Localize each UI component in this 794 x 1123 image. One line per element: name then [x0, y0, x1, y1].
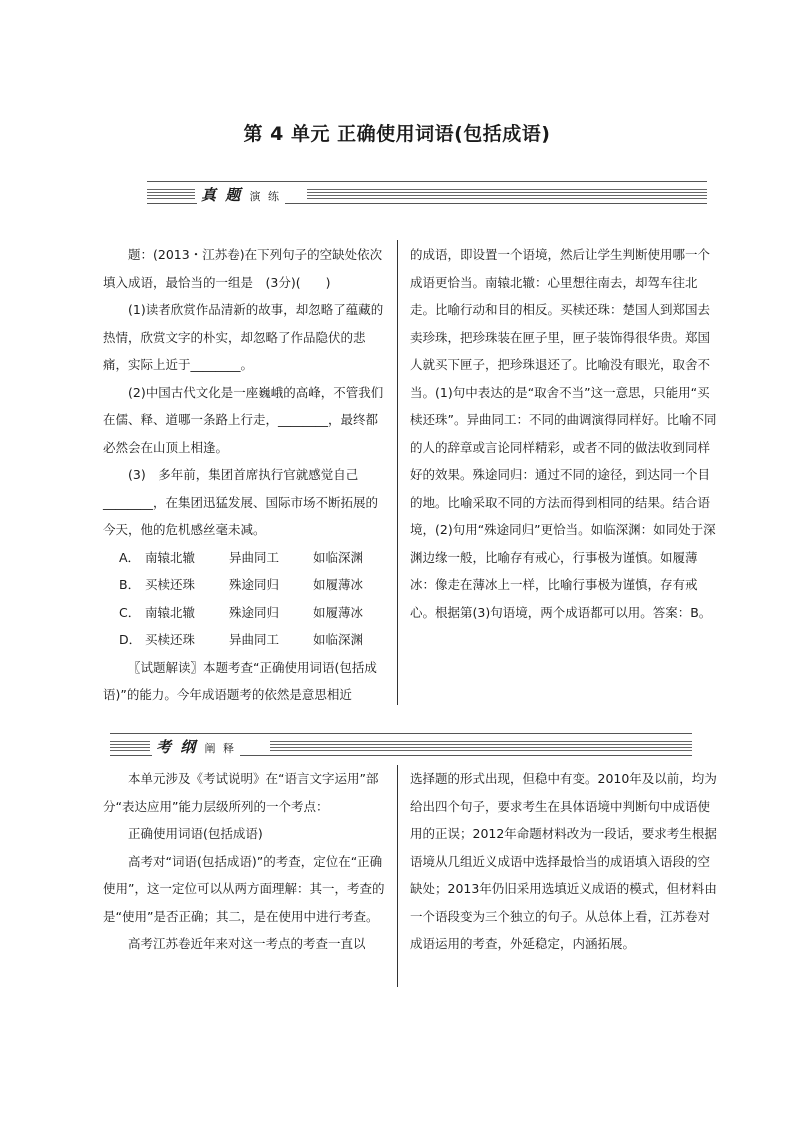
column-divider-1 — [397, 240, 398, 705]
question-sentence-1: (1)读者欣赏作品清新的故事，却忽略了蕴藏的热情，欣赏文字的朴实，却忽略了作品隐伏的悲痛，实际上近于________。 — [103, 302, 384, 372]
section-label-practice: 真 题 演 练 — [197, 184, 285, 205]
option-b: B． 买椟还珠 殊途同归 如履薄冰 — [119, 577, 364, 592]
question-sentence-3: (3) 多年前，集团首席执行官就感觉自己________，在集团迅猛发展、国际市场不断拓展的今天，他的危机感丝毫未减。 — [103, 467, 379, 537]
option-c: C． 南辕北辙 殊途同归 如履薄冰 — [119, 604, 364, 620]
question-stem: 题：(2013・江苏卷)在下列句子的空缺处依次填入成语，最恰当的一组是 (3分)( ) — [103, 247, 383, 290]
syllabus-history-continued: 选择题的形式出现，但稳中有变。2010年及以前，均为给出四个句子，要求考生在具体语境中判断句中成语使用的正误；2012年命题材料改为一段话，要求考生根据语境从几组近义成语中选择最恰当的成语填入语段的空缺处；2013年仍旧采用选填近义成语的模式，但材料由一个语段变为三个独立的句子。从总体上看，江苏卷对成语运用的考查，外延稳定，内涵拓展。 — [410, 771, 717, 951]
question-column — [103, 241, 385, 709]
syllabus-history-start: 高考江苏卷近年来对这一考点的考查一直以 — [128, 936, 366, 951]
syllabus-explanation: 高考对“词语(包括成语)”的考查，定位在“正确使用”，这一定位可以从两方面理解：其一，考查的是“使用”是否正确；其二，是在使用中进行考查。 — [103, 853, 385, 924]
option-d: D． 买椟还珠 异曲同工 如临深渊 — [119, 632, 364, 647]
syllabus-left-column — [103, 765, 385, 958]
page-title: 第 4 单元 正确使用词语(包括成语) — [243, 123, 551, 145]
section-banner-practice — [147, 181, 707, 207]
question-sentence-2: (2)中国古代文化是一座巍峨的高峰，不管我们在儒、释、道哪一条路上行走，________，最终都必然会在山顶上相逢。 — [103, 384, 384, 455]
syllabus-intro: 本单元涉及《考试说明》在“语言文字运用”部分“表达应用”能力层级所列的一个考点： — [103, 771, 379, 814]
analysis-text: 的成语，即设置一个语境，然后让学生判断使用哪一个成语更恰当。南辕北辙：心里想往南去，却驾车往北走。比喻行动和目的相反。买椟还珠：楚国人到郑国去卖珍珠，把珍珠装在匣子里，匣子装饰得很华贵。郑国人就买下匣子，把珍珠退还了。比喻没有眼光，取舍不当。(1)句中表达的是“取舍不当”这一意思，只能用“买椟还珠”。异曲同工：不同的曲调演得同样好。比喻不同的人的辞章或言论同样精彩，或者不同的做法收到同样好的效果。殊途同归：通过不同的途径，到达同一个目的地。比喻采取不同的方法而得到相同的结果。结合语境，(2)句用“殊途同归”更恰当。如临深渊：如同处于深渊边缘一般，比喻存有戒心，行事极为谨慎。如履薄冰：像走在薄冰上一样，比喻行事极为谨慎，存有戒心。根据第(3)句语境，两个成语都可以用。答案：B。 — [410, 247, 717, 620]
syllabus-point: 正确使用词语(包括成语) — [128, 826, 263, 841]
column-divider-2 — [397, 765, 398, 987]
syllabus-right-column — [410, 765, 722, 958]
analysis-start: 〖试题解读〗本题考查“正确使用词语(包括成语)”的能力。今年成语题考的依然是意思相近 — [103, 659, 377, 702]
section-label-syllabus: 考 纲 阐 释 — [152, 736, 240, 757]
section-banner-syllabus — [110, 733, 692, 759]
option-a: A． 南辕北辙 异曲同工 如临深渊 — [119, 549, 364, 565]
analysis-column — [410, 241, 722, 626]
